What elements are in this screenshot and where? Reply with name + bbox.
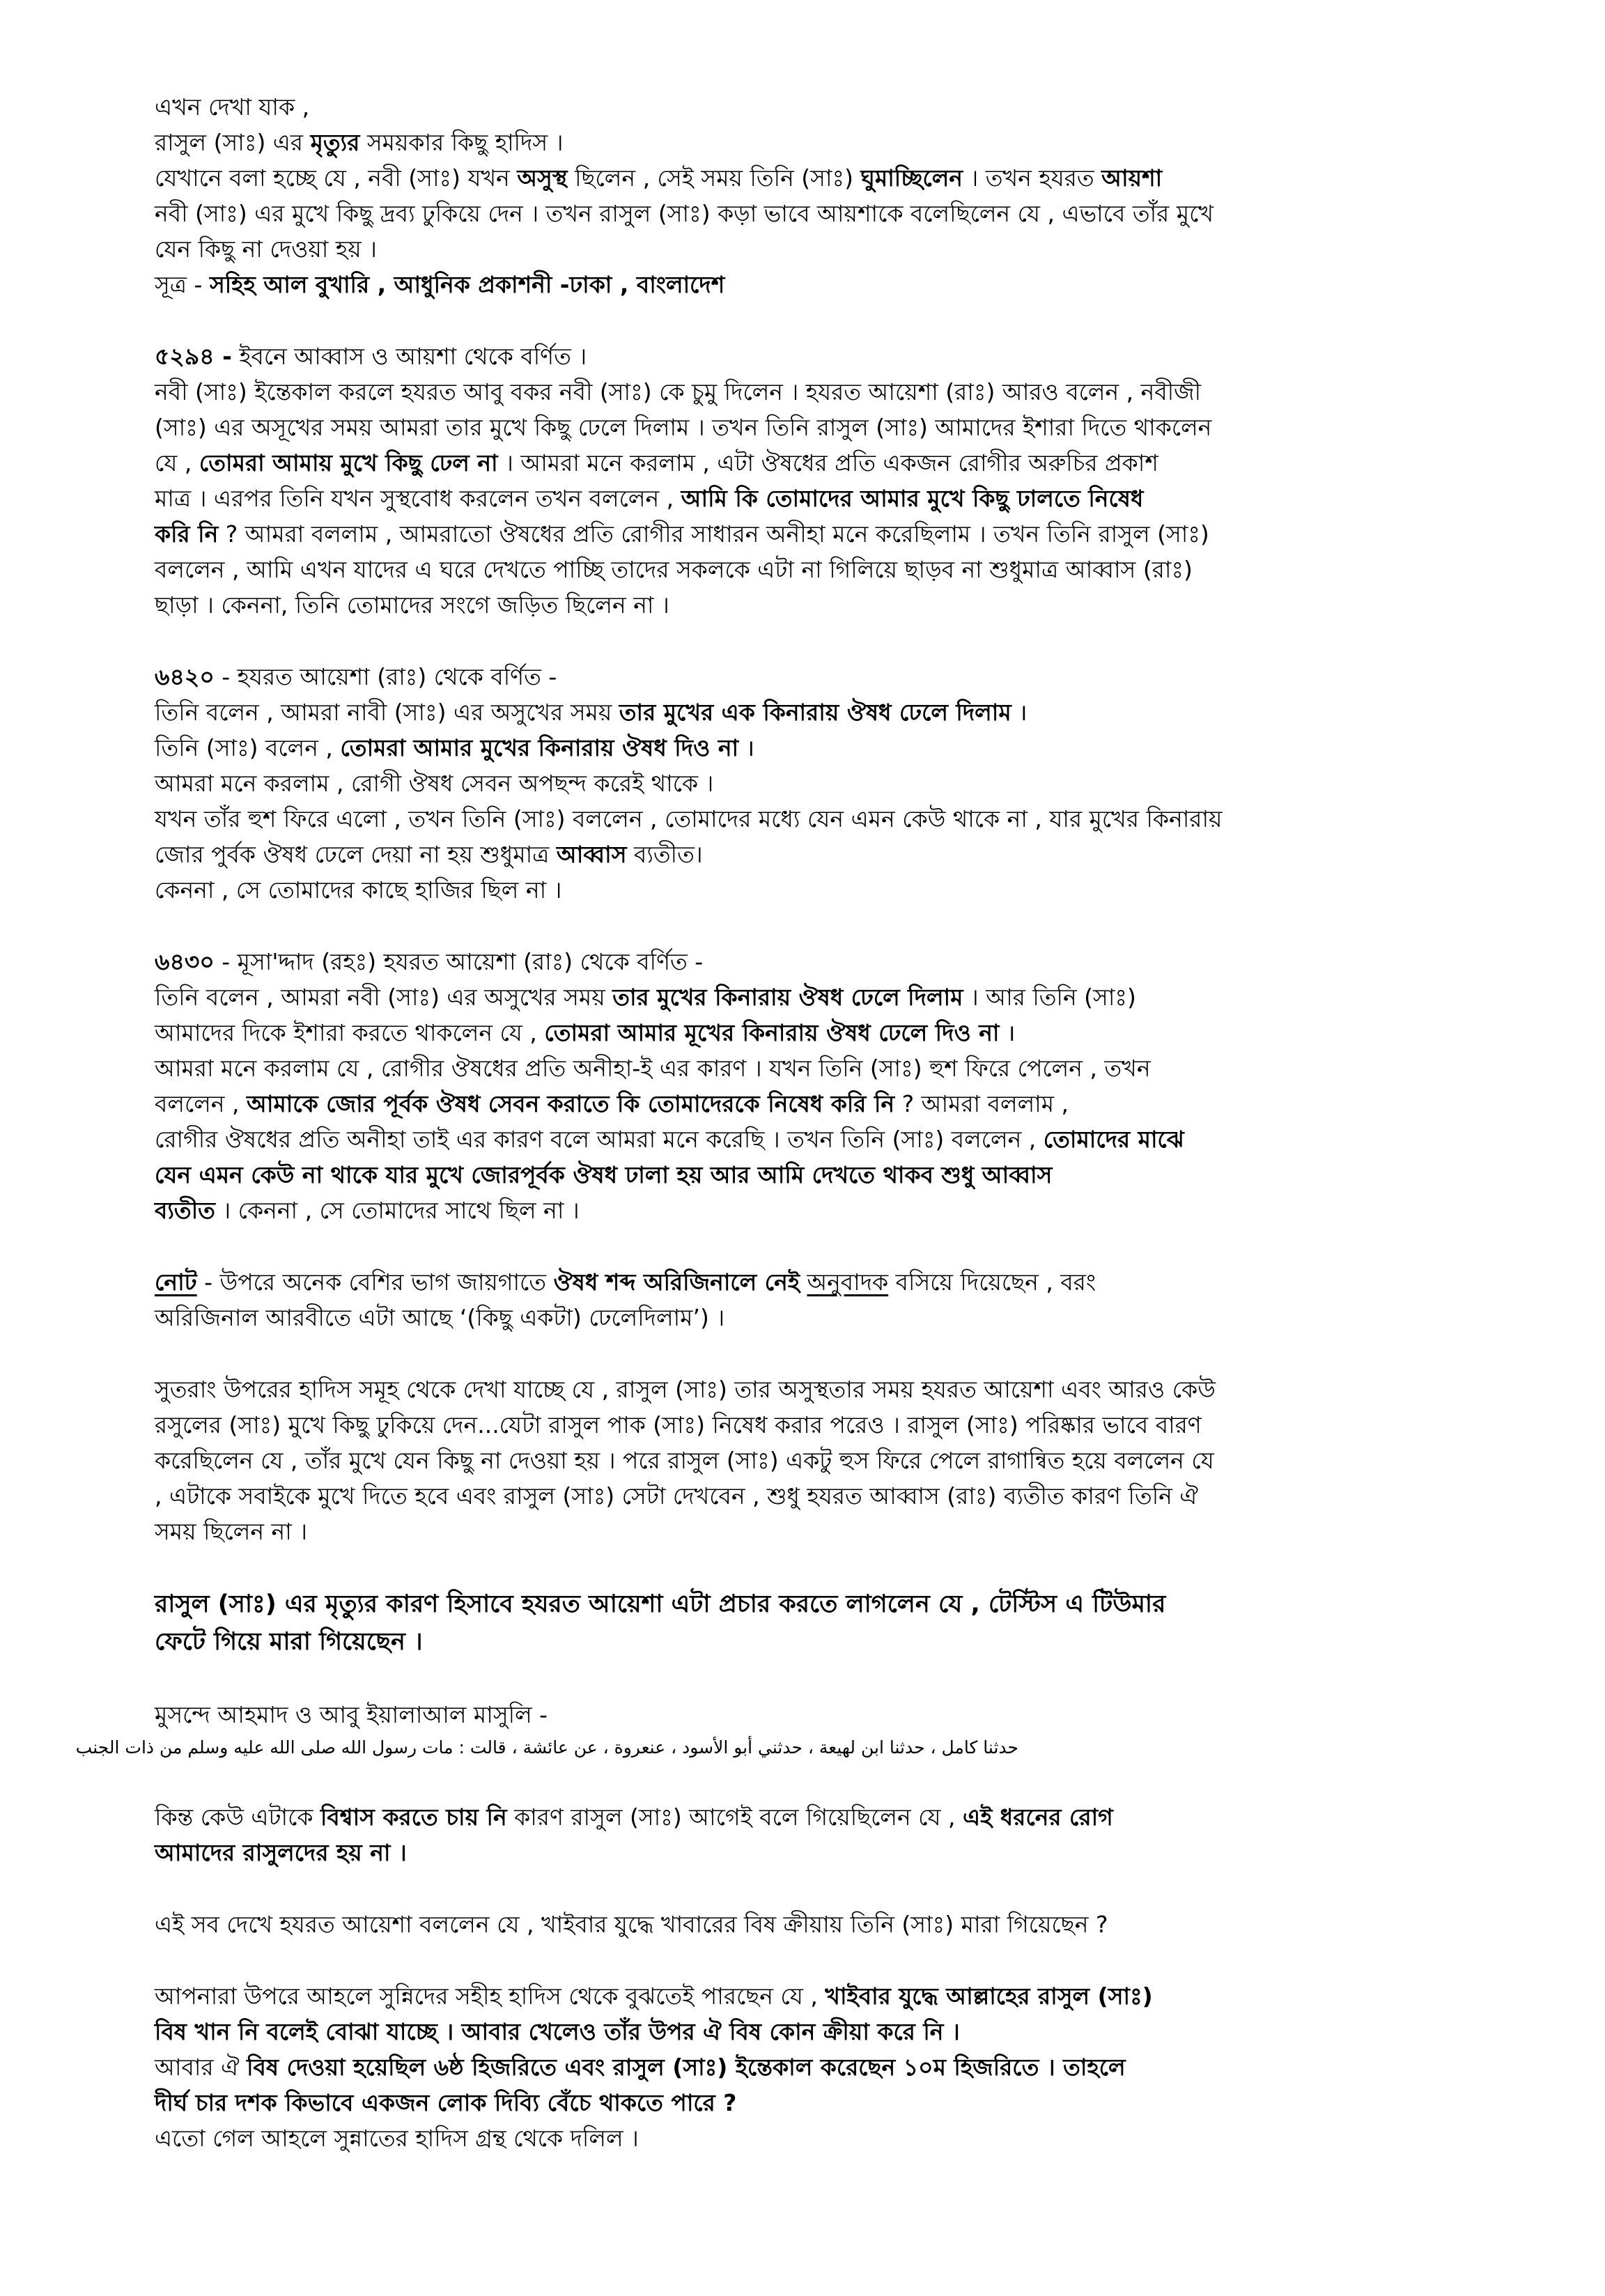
text-line: [155, 196, 1402, 231]
bold-text-segment: সহিহ আল বুখারি , আধুনিক প্রকাশনী -ঢাকা , বাংলাদেশ: [209, 271, 725, 298]
bold-text-segment: করি নি: [155, 520, 219, 548]
text-line: [155, 1978, 1402, 2014]
text-line: [155, 2120, 1402, 2156]
text-segment: জোর পুর্বক ঔষধ ঢেলে দেয়া না হয় শুধুমাত্র: [155, 841, 557, 868]
bold-text-segment: মৃত্যুর: [310, 129, 360, 156]
text-segment: [800, 1269, 807, 1296]
text-segment: ইবনে আব্বাস ও আয়শা থেকে বর্ণিত ।: [231, 343, 587, 370]
translator-note-paragraph: [155, 1264, 1402, 1335]
disbelief-paragraph: [155, 1799, 1402, 1870]
text-segment: যেখানে বলা হচ্ছে যে , নবী (সাঃ) যখন: [155, 164, 518, 192]
text-segment: রোগীর ঔষধের প্রতি অনীহা তাই এর কারণ বলে আমরা মনে করেছি । তখন তিনি (সাঃ) বললেন ,: [155, 1126, 1044, 1153]
text-segment: সুতরাং উপরের হাদিস সমূহ থেকে দেখা যাচ্ছে যে , রাসুল (সাঃ) তার অসুস্থতার সময় হযরত আয়েশা এবং আরও কেউ: [155, 1376, 1216, 1403]
text-line: [155, 1835, 1402, 1870]
text-segment: আমরা মনে করলাম যে , রোগীর ঔষধের প্রতি অনীহা-ই এর কারণ । যখন তিনি (সাঃ) হুশ ফিরে পেলেন , তখন: [155, 1055, 1151, 1082]
bold-text-segment: বিষ দেওয়া হয়েছিল ৬ষ্ঠ হিজরিতে এবং রাসুল (সাঃ) ইন্তেকাল করেছেন ১০ম হিজরিতে । তাহলে: [247, 2054, 1126, 2081]
bold-text-segment: ৬৪২০: [155, 663, 215, 690]
text-line: [155, 979, 1402, 1015]
text-segment: । আর তিনি (সাঃ): [963, 984, 1136, 1011]
bold-text-segment: ঘুমাচ্ছিলেন: [860, 164, 963, 192]
text-segment: ।: [738, 734, 755, 761]
text-segment: এই সব দেখে হযরত আয়েশা বললেন যে , খাইবার যুদ্ধে খাবারের বিষ ক্রীয়ায় তিনি (সাঃ) মারা গিয়েছেন ?: [155, 1911, 1108, 1938]
text-segment: রসুলের (সাঃ) মুখে কিছু ঢুকিয়ে দেন...যেটা রাসুল পাক (সাঃ) নিষেধ করার পরেও । রাসুল (সাঃ) পরিষ্কার ভাবে বারণ: [155, 1411, 1202, 1438]
text-segment: ব্যতীত।: [626, 841, 703, 868]
conclusion-paragraph: [155, 1978, 1402, 2156]
text-segment: এতো গেল আহলে সুন্নাতের হাদিস গ্রন্থ থেকে দলিল ।: [155, 2125, 639, 2152]
text-segment: করেছিলেন যে , তাঁর মুখে যেন কিছু না দেওয়া হয় । পরে রাসুল (সাঃ) একটু হুস ফিরে পেলে রাগান্বিত হয়ে বললেন যে: [155, 1447, 1214, 1474]
text-line: [155, 1478, 1402, 1514]
bold-text-segment: অসুস্থ: [517, 164, 568, 192]
text-line: [155, 89, 1402, 125]
musnad-heading: মুসন্দে আহমাদ ও আবু ইয়ালাআল মাসুলি -: [155, 1701, 548, 1728]
text-line: [155, 1122, 1402, 1157]
text-segment: - মূসা'দ্দাদ (রহঃ) হযরত আয়েশা (রাঃ) থেকে বর্ণিত -: [214, 948, 704, 975]
text-segment: কেননা , সে তোমাদের কাছে হাজির ছিল না ।: [155, 876, 562, 903]
text-line: [155, 587, 1402, 623]
text-segment: ।: [999, 1019, 1016, 1046]
text-line: [155, 1157, 1402, 1193]
text-line: [155, 267, 1402, 302]
text-line: [155, 1443, 1402, 1478]
claim-paragraph: [155, 1585, 1402, 1661]
text-segment: সময় ছিলেন না ।: [155, 1518, 308, 1545]
text-line: [155, 410, 1402, 445]
text-segment: অরিজিনাল আরবীতে এটা আছে ‘(কিছু একটা) ঢেলেদিলাম’) ।: [155, 1304, 725, 1331]
text-segment: । আমরা মনে করলাম , এটা ঔষধের প্রতি একজন রোগীর অরুচির প্রকাশ: [497, 449, 1158, 476]
bold-text-segment: তোমরা আমার মূখের কিনারায় ঔষধ ঢেলে দিও না: [544, 1019, 1000, 1046]
bold-text-segment: নোট: [155, 1269, 197, 1296]
text-line: [155, 1086, 1402, 1122]
bold-text-segment: আমি কি তোমাদের আমার মুখে কিছু ঢালতে নিষেধ: [681, 485, 1144, 512]
text-line: [155, 695, 1402, 730]
text-segment: ? আমরা বললাম , আমরাতো ঔষধের প্রতি রোগীর সাধারন অনীহা মনে করেছিলাম । তখন তিনি রাসুল (সাঃ): [218, 520, 1209, 548]
text-line: [155, 1514, 1402, 1549]
text-segment: যখন তাঁর হুশ ফিরে এলো , তখন তিনি (সাঃ) বললেন , তোমাদের মধ্যে যেন এমন কেউ থাকে না , যার মুখের কিনারায়: [155, 805, 1223, 832]
text-line: [155, 1907, 1402, 1942]
text-segment: বললেন ,: [155, 1090, 247, 1117]
text-line: [155, 552, 1402, 587]
text-line: [155, 1050, 1402, 1086]
text-line: [155, 231, 1402, 267]
bold-text-segment: তোমাদের মাঝে: [1043, 1126, 1184, 1153]
bold-text-segment: রাসুল (সাঃ) এর মৃত্যুর কারণ হিসাবে হযরত আয়েশা এটা প্রচার করতে লাগলেন যে , টেস্টিস এ টিউমার: [155, 1590, 1166, 1618]
text-segment: কিন্ত কেউ এটাকে: [155, 1804, 320, 1831]
text-segment: আমরা মনে করলাম , রোগী ঔষধ সেবন অপছন্দ করেই থাকে ।: [155, 770, 714, 797]
summary-paragraph: [155, 1372, 1402, 1549]
text-line: [155, 1264, 1402, 1300]
bold-text-segment: তার মুখের এক কিনারায় ঔষধ ঢেলে দিলাম: [619, 699, 1011, 726]
text-segment: আপনারা উপরে আহলে সুন্নিদের সহীহ হাদিস থেকে বুঝতেই পারছেন যে ,: [155, 1983, 825, 2010]
text-segment: ছিলেন , সেই সময় তিনি (সাঃ): [567, 164, 861, 192]
hadith-6430-paragraph: [155, 944, 1402, 1228]
text-segment: তিনি বলেন , আমরা নাবী (সাঃ) এর অসুখের সময়: [155, 699, 619, 726]
bold-text-segment: এই ধরনের রোগ: [963, 1804, 1113, 1831]
text-segment: এখন দেখা যাক ,: [155, 93, 310, 121]
text-line: [155, 374, 1402, 410]
text-line: [155, 2085, 1402, 2120]
text-line: [155, 730, 1402, 766]
text-segment: নবী (সাঃ) এর মুখে কিছু দ্রব্য ঢুকিয়ে দেন । তখন রাসুল (সাঃ) কড়া ভাবে আয়শাকে বলেছিলেন যে , এভাবে তাঁর মুখে: [155, 200, 1214, 227]
bold-text-segment: বিশ্বাস করতে চায় নি: [320, 1804, 507, 1831]
text-segment: - হযরত আয়েশা (রাঃ) থেকে বর্ণিত -: [214, 663, 557, 690]
text-line: [155, 445, 1402, 481]
text-segment: বললেন , আমি এখন যাদের এ ঘরে দেখতে পাচ্ছি তাদের সকলকে এটা না গিলিয়ে ছাড়ব না শুধুমাত্র আব্বাস (রাঃ): [155, 556, 1193, 583]
musnad-reference: [75, 1697, 1402, 1763]
text-segment: ছাড়া । কেননা, তিনি তোমাদের সংগে জড়িত ছিলেন না ।: [155, 591, 669, 619]
text-line: [155, 481, 1402, 516]
bold-text-segment: আব্বাস: [556, 841, 627, 868]
underlined-text-segment: অনুবাদক: [807, 1269, 889, 1296]
bold-text-segment: ৬৪৩০: [155, 948, 215, 975]
bold-text-segment: তোমরা আমায় মুখে কিছু ঢেল না: [199, 449, 498, 476]
text-line: [155, 1799, 1402, 1835]
bold-text-segment: তোমরা আমার মুখের কিনারায় ঔষধ দিও না: [340, 734, 739, 761]
text-line: [155, 1300, 1402, 1335]
text-segment: ।: [1011, 699, 1028, 726]
text-segment: যে ,: [155, 449, 199, 476]
bold-text-segment: আয়শা: [1101, 164, 1163, 192]
text-segment: ? আমরা বললাম ,: [894, 1090, 1069, 1117]
text-segment: আমাদের দিকে ইশারা করতে থাকলেন যে ,: [155, 1019, 545, 1046]
text-line: [155, 801, 1402, 837]
bold-text-segment: আমাদের রাসুলদের হয় না ।: [155, 1839, 407, 1866]
text-line: [155, 1015, 1402, 1050]
text-line: [155, 944, 1402, 979]
text-segment: সূত্র -: [155, 271, 210, 298]
text-line: [155, 125, 1402, 160]
text-segment: সময়কার কিছু হাদিস ।: [359, 129, 564, 156]
text-segment: - উপরে অনেক বেশির ভাগ জায়গাতে: [196, 1269, 554, 1296]
text-line: [155, 2014, 1402, 2049]
text-segment: (সাঃ) এর অসূখের সময় আমরা তার মুখে কিছু ঢেলে দিলাম । তখন তিনি রাসুল (সাঃ) আমাদের ইশারা দিতে থাকলেন: [155, 414, 1212, 441]
document-page: [75, 89, 1402, 2156]
bold-text-segment: খাইবার যুদ্ধে আল্লাহের রাসুল (সাঃ): [825, 1983, 1153, 2010]
text-segment: মাত্র । এরপর তিনি যখন সুস্থবোধ করলেন তখন বললেন ,: [155, 485, 681, 512]
bold-text-segment: ব্যতীত: [155, 1197, 215, 1224]
text-segment: রাসুল (সাঃ) এর: [155, 129, 311, 156]
text-line: [155, 766, 1402, 801]
text-segment: যেন কিছু না দেওয়া হয় ।: [155, 235, 377, 263]
text-segment: । কেননা , সে তোমাদের সাথে ছিল না ।: [215, 1197, 580, 1224]
bold-text-segment: বিষ খান নি বলেই বোঝা যাচ্ছে । আবার খেলেও তাঁর উপর ঐ বিষ কোন ক্রীয়া করে নি ।: [155, 2018, 960, 2045]
bold-text-segment: তার মুখের কিনারায় ঔষধ ঢেলে দিলাম: [612, 984, 963, 1011]
text-line: [155, 516, 1402, 552]
text-line: [155, 659, 1402, 695]
hadith-6420-paragraph: [155, 659, 1402, 908]
khaibar-question: [155, 1907, 1402, 1942]
text-line: [155, 1407, 1402, 1443]
bold-text-segment: যেন এমন কেউ না থাকে যার মুখে জোরপূর্বক ঔষধ ঢালা হয় আর আমি দেখতে থাকব শুধু আব্বাস: [155, 1161, 1053, 1188]
text-segment: , এটাকে সবাইকে মুখে দিতে হবে এবং রাসুল (সাঃ) সেটা দেখবেন , শুধু হযরত আব্বাস (রাঃ) ব্যতীত কারণ তিনি ঐ: [155, 1482, 1198, 1510]
bold-text-segment: আমাকে জোর পূর্বক ঔষধ সেবন করাতে কি তোমাদেরকে নিষেধ করি নি: [246, 1090, 895, 1117]
text-line: [155, 1623, 1402, 1661]
text-line: [155, 1585, 1402, 1623]
text-line: [155, 837, 1402, 872]
text-line: [155, 160, 1402, 196]
text-segment: তিনি (সাঃ) বলেন ,: [155, 734, 341, 761]
intro-paragraph: [155, 89, 1402, 302]
text-segment: কারণ রাসুল (সাঃ) আগেই বলে গিয়েছিলেন যে ,: [506, 1804, 963, 1831]
text-line: [155, 339, 1402, 374]
bold-text-segment: ৫২৯৪ -: [155, 343, 232, 370]
text-segment: তিনি বলেন , আমরা নবী (সাঃ) এর অসুখের সময়: [155, 984, 613, 1011]
text-segment: । তখন হযরত: [963, 164, 1102, 192]
hadith-5294-paragraph: [155, 339, 1402, 623]
text-line: [155, 1372, 1402, 1407]
bold-text-segment: দীর্ঘ চার দশক কিভাবে একজন লোক দিব্যি বেঁচে থাকতে পারে ?: [155, 2089, 737, 2116]
text-line: [155, 2049, 1402, 2085]
text-segment: আবার ঐ: [155, 2054, 247, 2081]
arabic-hadith-text: حدثنا كامل ، حدثنا ابن لهيعة ، حدثني أبو الأسود ، عنعروة ، عن عائشة ، قالت : مات رسول الله صلى الله عليه وسلم من ذات الجنب: [75, 1737, 1018, 1758]
text-segment: নবী (সাঃ) ইন্তেকাল করলে হযরত আবু বকর নবী (সাঃ) কে চুমু দিলেন । হযরত আয়েশা (রাঃ) আরও বলেন , নবীজী: [155, 378, 1202, 405]
text-segment: বসিয়ে দিয়েছেন , বরং: [888, 1269, 1096, 1296]
text-line: [155, 872, 1402, 908]
bold-text-segment: ঔষধ শব্দ অরিজিনালে নেই: [553, 1269, 800, 1296]
text-line: [155, 1193, 1402, 1228]
bold-text-segment: ফেটে গিয়ে মারা গিয়েছেন ।: [155, 1628, 423, 1656]
